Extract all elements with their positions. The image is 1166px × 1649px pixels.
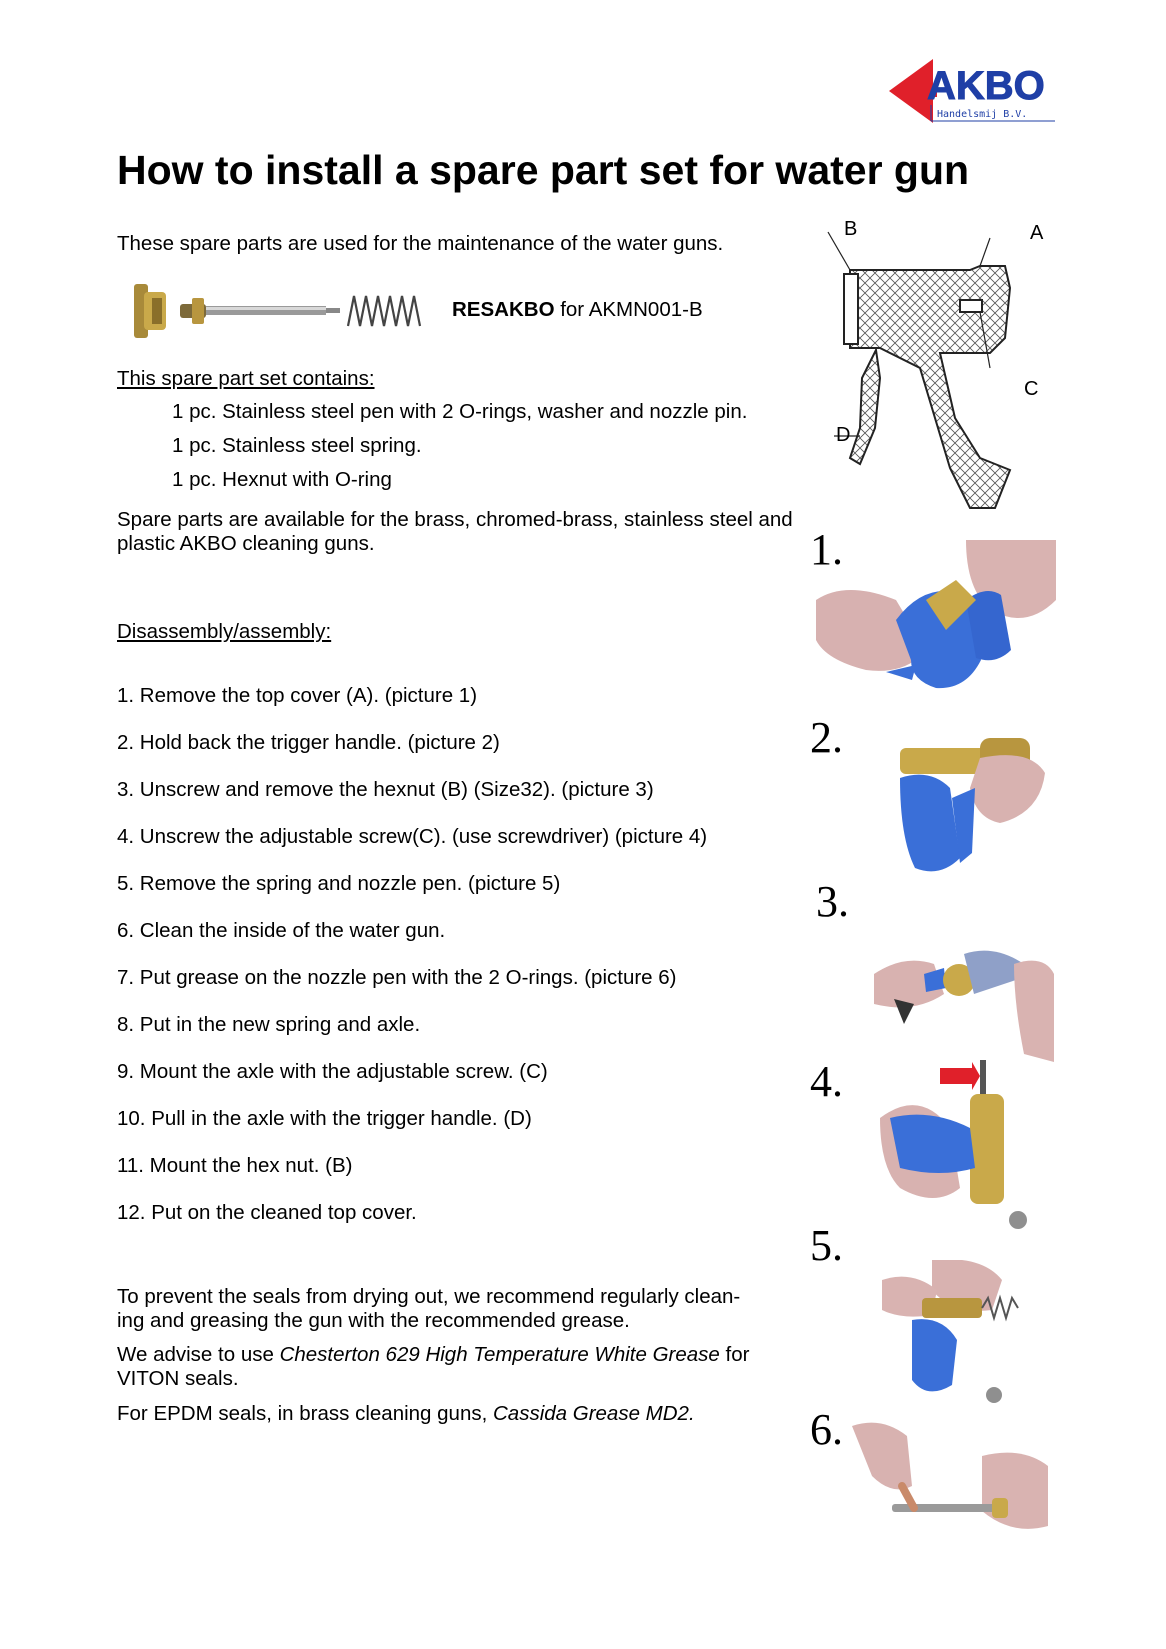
photo-unscrew-adjustable-screw bbox=[880, 1058, 1040, 1230]
picture-number-6: 6. bbox=[810, 1405, 843, 1454]
availability-text: Spare parts are available for the brass, chromed-brass, stainless steel and plastic AKBO cleaning guns. bbox=[117, 508, 793, 555]
page-title: How to install a spare part set for water gun bbox=[117, 147, 970, 193]
care-line: ing and greasing the gun with the recommended grease. bbox=[117, 1309, 630, 1332]
assembly-step: 7. Put grease on the nozzle pen with the 2 O-rings. (picture 6) bbox=[117, 966, 677, 989]
assembly-step: 10. Pull in the axle with the trigger handle. (D) bbox=[117, 1107, 532, 1130]
contents-item: 1 pc. Hexnut with O-ring bbox=[172, 468, 392, 491]
diagram-label-b: B bbox=[844, 218, 858, 240]
photo-grease-nozzle-pen bbox=[852, 1416, 1048, 1546]
spare-parts-photo bbox=[130, 276, 440, 346]
photo-hold-trigger bbox=[880, 728, 1050, 883]
care-text: For EPDM seals, in brass cleaning guns, bbox=[117, 1402, 493, 1425]
product-suffix: for AKMN001-B bbox=[554, 298, 703, 321]
product-label bbox=[452, 298, 703, 322]
assembly-step: 2. Hold back the trigger handle. (picture 2) bbox=[117, 731, 500, 754]
photo-unscrew-hexnut bbox=[874, 944, 1054, 1062]
assembly-step: 12. Put on the cleaned top cover. bbox=[117, 1201, 417, 1224]
akbo-logo bbox=[887, 55, 1057, 127]
assembly-step: 6. Clean the inside of the water gun. bbox=[117, 919, 446, 942]
assembly-heading: Disassembly/assembly: bbox=[117, 620, 332, 643]
care-line: To prevent the seals from drying out, we recommend regularly clean- bbox=[117, 1285, 741, 1308]
water-gun-diagram bbox=[820, 218, 1070, 524]
assembly-step: 1. Remove the top cover (A). (picture 1) bbox=[117, 684, 478, 707]
diagram-label-d: D bbox=[836, 424, 851, 446]
contents-item: 1 pc. Stainless steel spring. bbox=[172, 434, 422, 457]
picture-number-1: 1. bbox=[810, 525, 843, 574]
grease-name: Chesterton 629 High Temperature White Grease bbox=[279, 1343, 720, 1366]
care-line bbox=[117, 1402, 695, 1426]
assembly-step: 4. Unscrew the adjustable screw(C). (use screwdriver) (picture 4) bbox=[117, 825, 708, 848]
grease-name: Cassida Grease MD2. bbox=[493, 1402, 695, 1425]
assembly-step: 5. Remove the spring and nozzle pen. (picture 5) bbox=[117, 872, 561, 895]
assembly-step: 11. Mount the hex nut. (B) bbox=[117, 1154, 353, 1177]
picture-number-2: 2. bbox=[810, 713, 843, 762]
photo-remove-top-cover bbox=[816, 540, 1056, 708]
care-line: VITON seals. bbox=[117, 1367, 239, 1390]
assembly-step: 8. Put in the new spring and axle. bbox=[117, 1013, 421, 1036]
picture-number-5: 5. bbox=[810, 1221, 843, 1270]
logo-sub: Handelsmij B.V. bbox=[937, 109, 1028, 120]
diagram-label-a: A bbox=[1030, 222, 1044, 244]
care-line bbox=[117, 1343, 749, 1367]
intro-text: These spare parts are used for the maintenance of the water guns. bbox=[117, 232, 724, 255]
care-text: We advise to use bbox=[117, 1343, 280, 1366]
care-text: for bbox=[719, 1343, 750, 1366]
contents-item: 1 pc. Stainless steel pen with 2 O-rings, washer and nozzle pin. bbox=[172, 400, 748, 423]
diagram-label-c: C bbox=[1024, 378, 1039, 400]
picture-number-4: 4. bbox=[810, 1057, 843, 1106]
assembly-step: 9. Mount the axle with the adjustable screw. (C) bbox=[117, 1060, 548, 1083]
product-code: RESAKBO bbox=[452, 298, 555, 321]
photo-remove-spring bbox=[882, 1260, 1032, 1410]
arrow-icon bbox=[940, 1062, 980, 1090]
contents-heading: This spare part set contains: bbox=[117, 367, 375, 390]
picture-number-3: 3. bbox=[816, 877, 849, 926]
assembly-step: 3. Unscrew and remove the hexnut (B) (Size32). (picture 3) bbox=[117, 778, 654, 801]
logo-brand: AKBO bbox=[927, 64, 1045, 108]
